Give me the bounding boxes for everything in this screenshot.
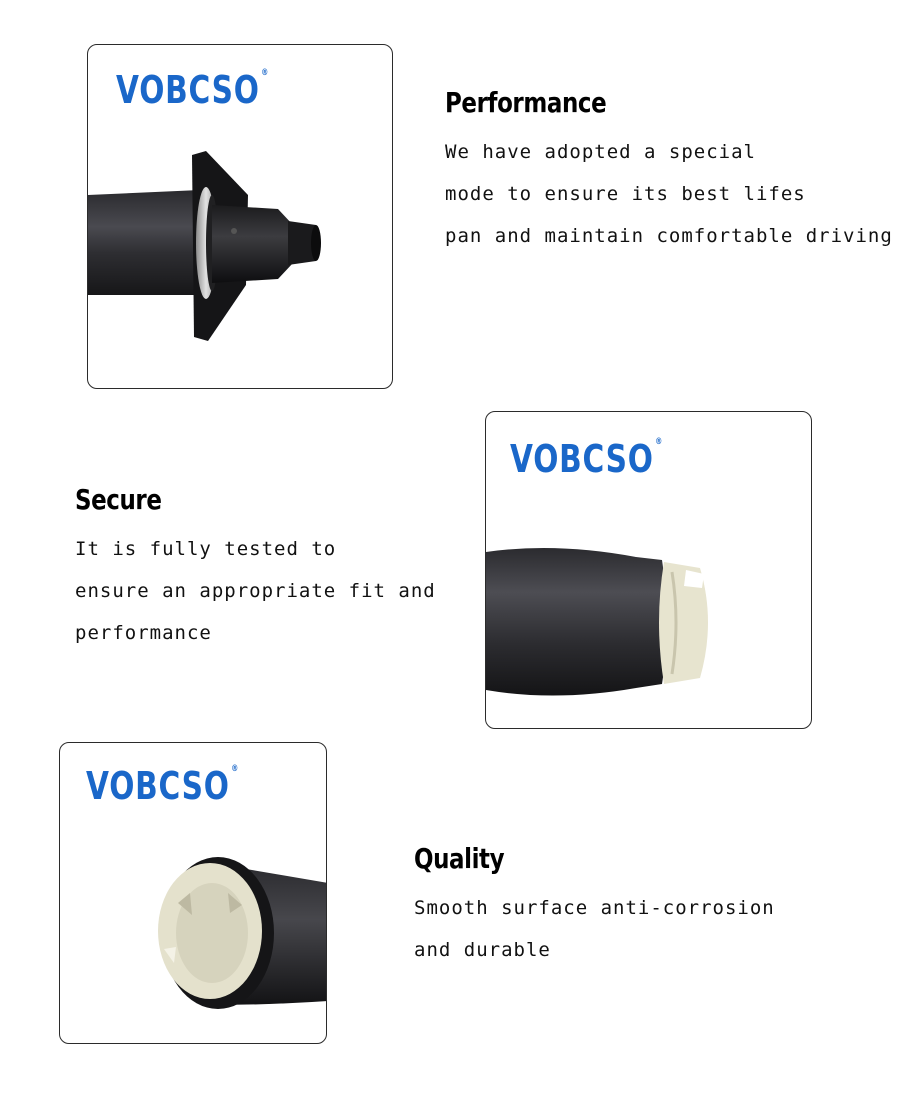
- air-spring-end-cap-image: [60, 743, 327, 1044]
- description-line: pan and maintain comfortable driving: [445, 225, 893, 247]
- description-line: Smooth surface anti-corrosion: [414, 897, 775, 919]
- product-image-card-performance: [87, 44, 393, 389]
- description-line: mode to ensure its best lifes: [445, 183, 806, 205]
- section-description-quality: [414, 887, 775, 971]
- section-heading-performance: Performance: [445, 86, 607, 119]
- product-image-card-secure: [485, 411, 812, 729]
- brand-logo: VOBCSO ®: [510, 437, 664, 481]
- air-spring-mount-image: [88, 45, 393, 389]
- description-line: ensure an appropriate fit and: [75, 580, 436, 602]
- section-heading-quality: Quality: [414, 842, 505, 875]
- section-description-secure: [75, 528, 436, 654]
- brand-logo: VOBCSO ®: [86, 764, 240, 808]
- brand-logo: VOBCSO ®: [116, 68, 270, 112]
- description-line: We have adopted a special: [445, 141, 756, 163]
- air-spring-bellow-image: [486, 412, 812, 729]
- description-line: and durable: [414, 939, 551, 961]
- product-image-card-quality: [59, 742, 327, 1044]
- section-heading-secure: Secure: [75, 483, 162, 516]
- description-line: It is fully tested to: [75, 538, 337, 560]
- description-line: performance: [75, 622, 212, 644]
- section-description-performance: [445, 131, 893, 257]
